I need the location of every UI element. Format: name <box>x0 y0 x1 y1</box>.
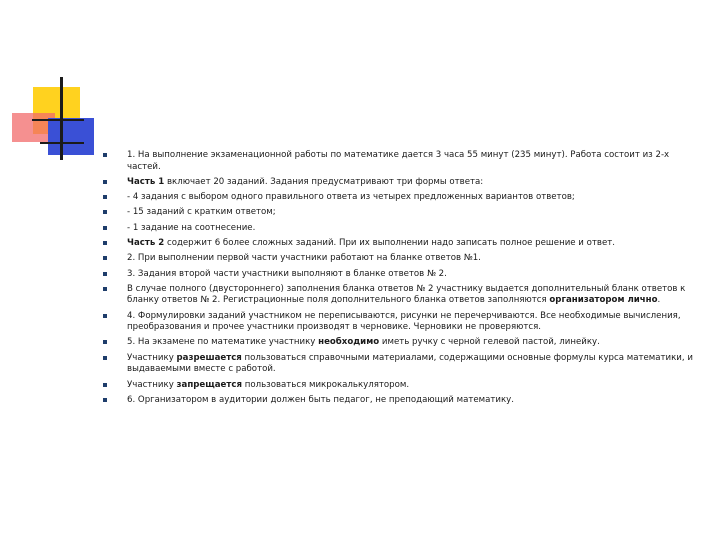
horizontal-line-lower <box>40 142 84 144</box>
list-item: - 15 заданий с кратким ответом; <box>103 207 703 219</box>
bullet-list <box>103 150 703 406</box>
square-bullet-icon <box>103 272 107 276</box>
list-item: Участнику разрешается пользоваться справочными материалами, содержащими основные формулы курса математики, и выдаваемыми вместе с работой. <box>103 353 703 376</box>
square-bullet-icon <box>103 314 107 318</box>
list-item: - 4 задания с выбором одного правильного ответа из четырех предложенных вариантов ответов; <box>103 192 703 204</box>
list-item: 2. При выполнении первой части участники работают на бланке ответов №1. <box>103 253 703 265</box>
list-item: В случае полного (двустороннего) заполнения бланка ответов № 2 участнику выдается дополнительный бланк ответов к бланку ответов № 2. Регистрационные поля дополнительного бланка ответов заполняются организатором лично. <box>103 284 703 307</box>
square-bullet-icon <box>103 195 107 199</box>
list-item: Участнику запрещается пользоваться микрокалькулятором. <box>103 380 703 392</box>
horizontal-line <box>32 119 84 121</box>
square-bullet-icon <box>103 210 107 214</box>
square-bullet-icon <box>103 383 107 387</box>
blue-square <box>48 118 94 155</box>
list-item: Часть 1 включает 20 заданий. Задания предусматривают три формы ответа: <box>103 177 703 189</box>
list-item: 5. На экзамене по математике участнику необходимо иметь ручку с черной гелевой пастой, линейку. <box>103 337 703 349</box>
square-bullet-icon <box>103 356 107 360</box>
list-item: - 1 задание на соотнесение. <box>103 223 703 235</box>
square-bullet-icon <box>103 241 107 245</box>
square-bullet-icon <box>103 153 107 157</box>
square-bullet-icon <box>103 287 107 291</box>
list-item: 4. Формулировки заданий участником не переписываются, рисунки не перечерчиваются. Все необходимые вычисления, преобразования и прочее участники производят в черновике. Черновики не проверяются. <box>103 311 703 334</box>
square-bullet-icon <box>103 226 107 230</box>
square-bullet-icon <box>103 340 107 344</box>
list-item: 1. На выполнение экзаменационной работы по математике дается 3 часа 55 минут (235 минут). Работа состоит из 2-х частей. <box>103 150 703 173</box>
square-bullet-icon <box>103 398 107 402</box>
list-item: 3. Задания второй части участники выполняют в бланке ответов № 2. <box>103 269 703 281</box>
decorative-logo <box>0 0 110 170</box>
list-item: 6. Организатором в аудитории должен быть педагог, не преподающий математику. <box>103 395 703 407</box>
square-bullet-icon <box>103 256 107 260</box>
list-item: Часть 2 содержит 6 более сложных заданий. При их выполнении надо записать полное решение и ответ. <box>103 238 703 250</box>
slide-content <box>103 150 703 410</box>
square-bullet-icon <box>103 180 107 184</box>
